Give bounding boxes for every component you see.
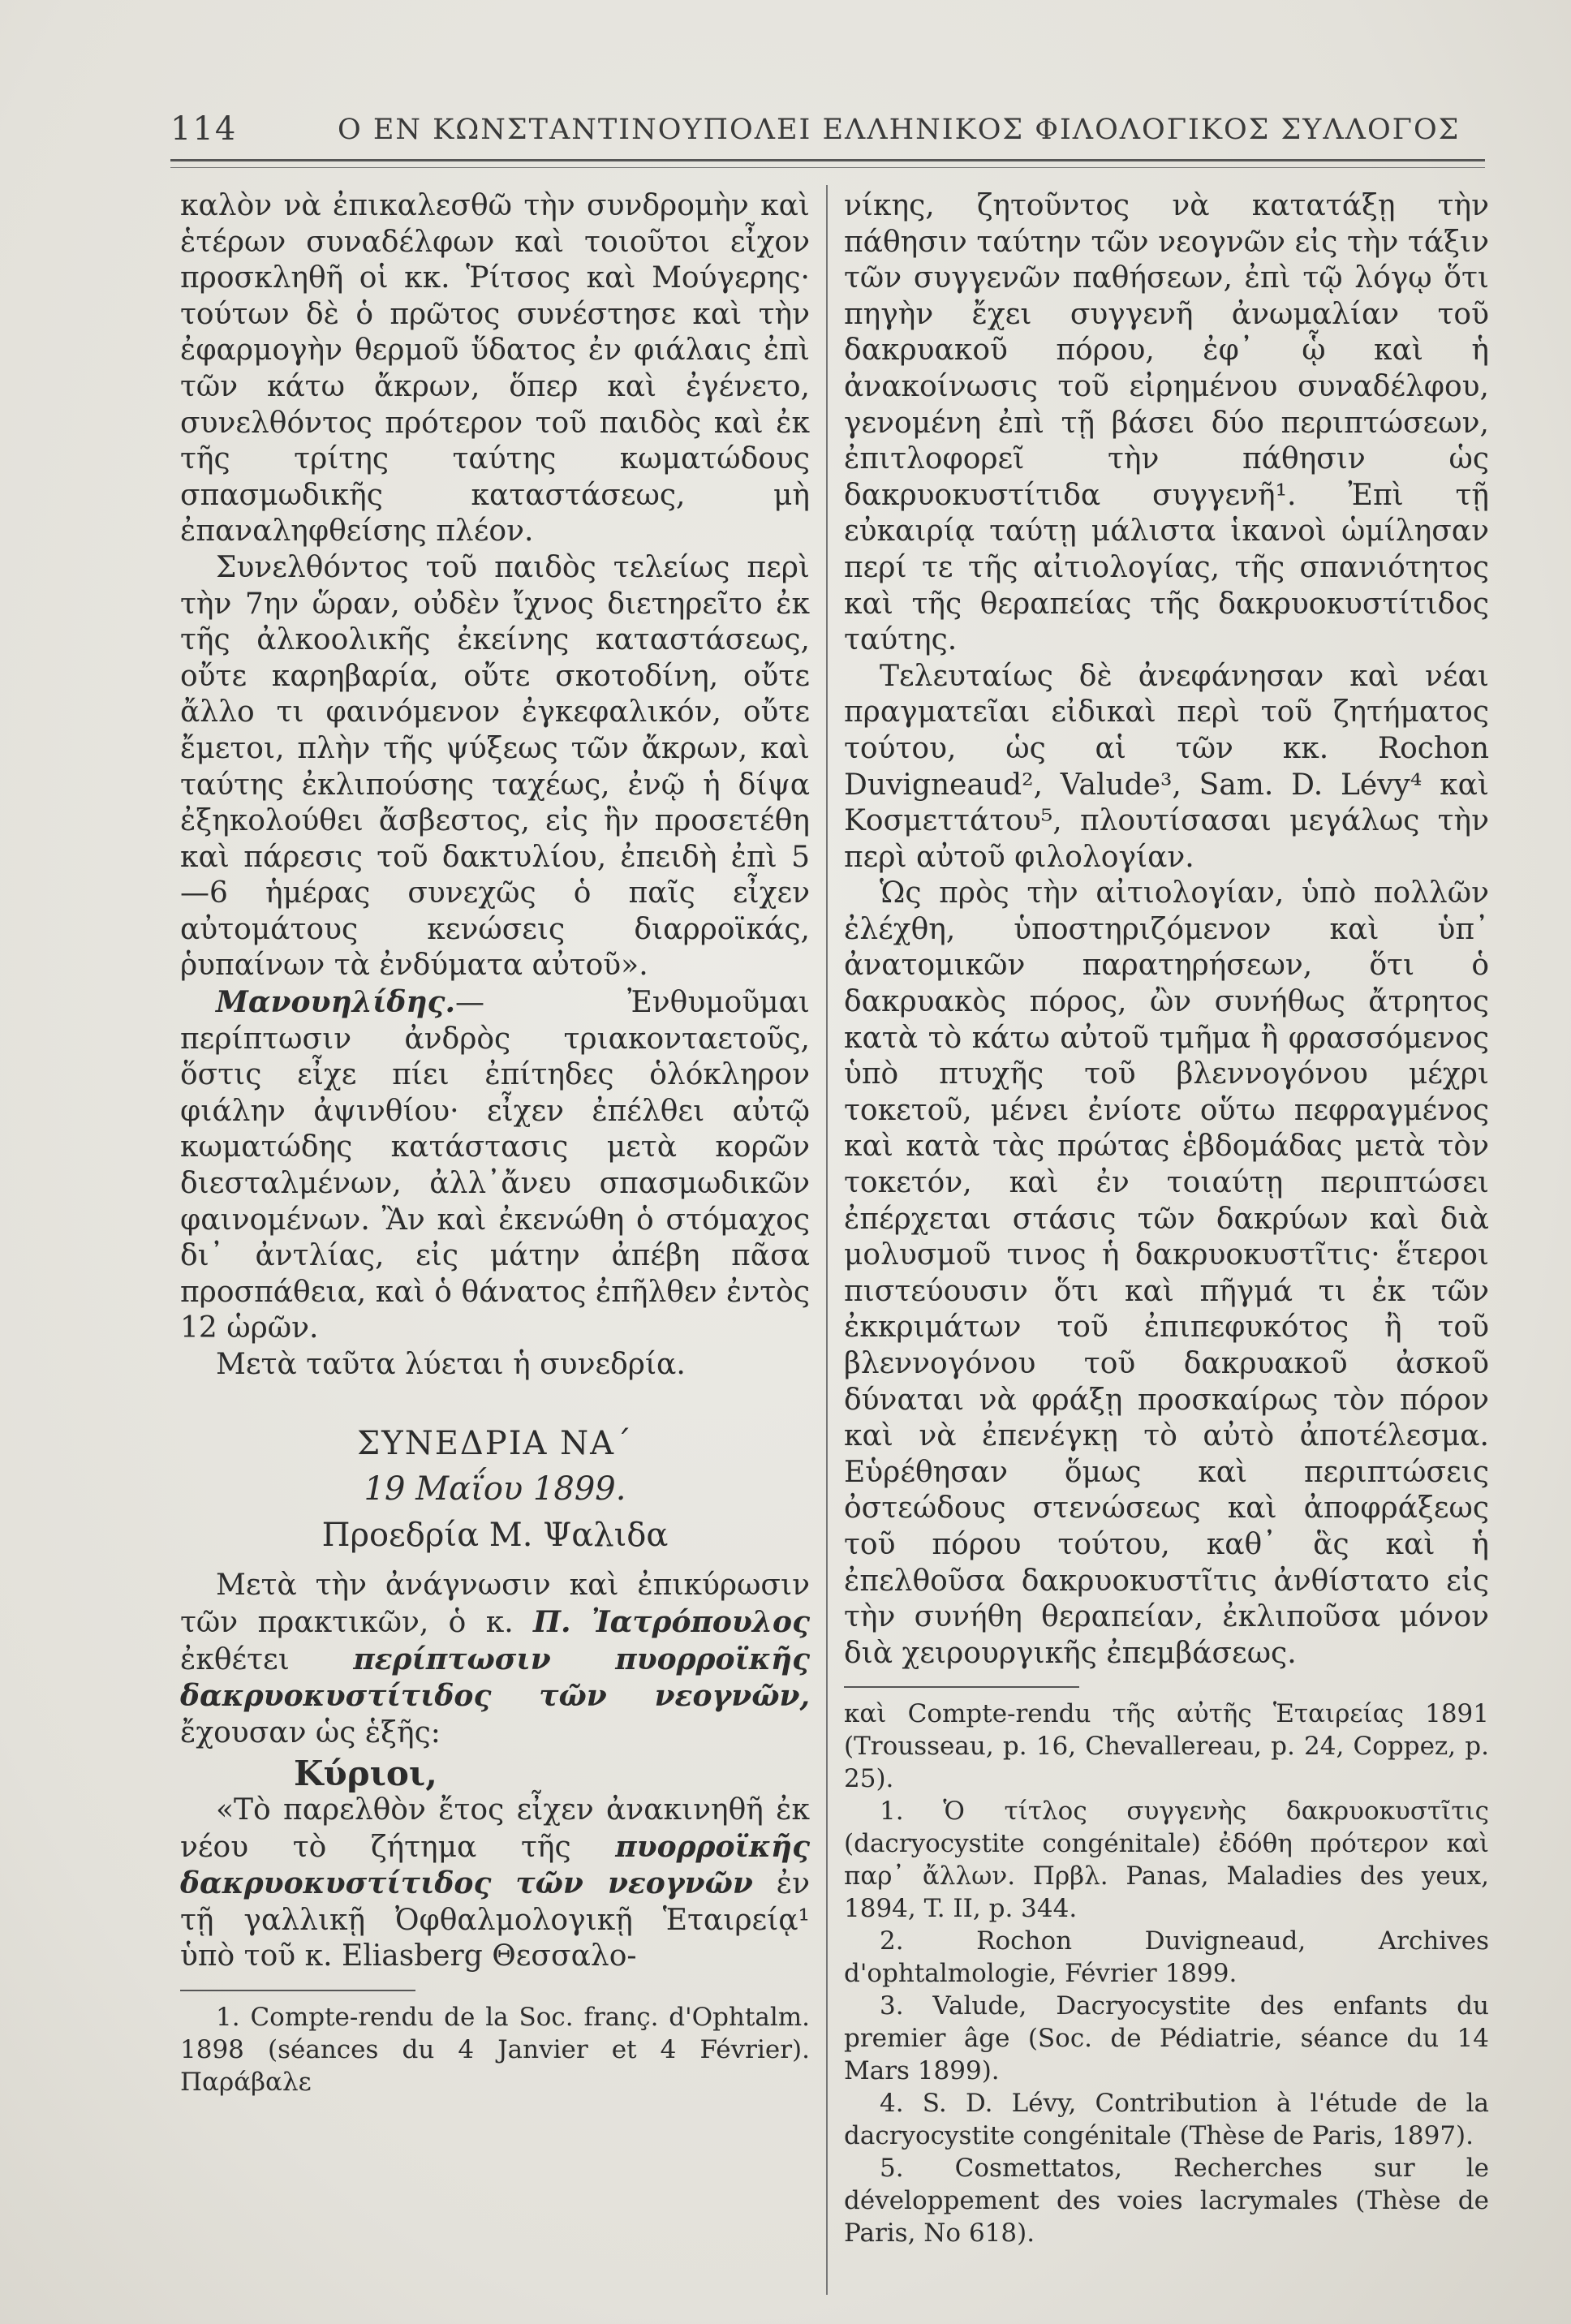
right-footnote-cont: καὶ Compte-rendu τῆς αὐτῆς Ἑταιρείας 1891 (Trousseau, p. 16, Chevallereau, p. 24, Coppez, p. 25). [844, 1699, 1489, 1794]
p6-text-b: ἐν τῇ γαλλικῇ Ὀφθαλμολογικῇ Ἑταιρείᾳ¹ ὑπὸ τοῦ κ. Eliasberg Θεσσαλο- [180, 1867, 810, 1973]
left-column [180, 188, 810, 2098]
presenter-name: Π. Ἰατρόπουλος [532, 1604, 810, 1639]
left-paragraph-6 [180, 1792, 810, 1975]
p5-text-a: Μετὰ τὴν ἀνάγνωσιν καὶ ἐπικύρωσιν τῶν πρακτικῶν, ὁ κ. [180, 1569, 810, 1639]
running-header [170, 110, 1485, 151]
running-title: Ο ΕΝ ΚΩΝΣΤΑΝΤΙΝΟΥΠΟΛΕΙ ΕΛΛΗΝΙΚΟΣ ΦΙΛΟΛΟΓΙΚΟΣ ΣΥΛΛΟΓΟΣ [338, 114, 1461, 146]
right-footnote-4: 4. S. D. Lévy, Contribution à l'étude de la dacryocystite congénitale (Thèse de Paris, 1897). [844, 2089, 1489, 2151]
right-footnote-5: 5. Cosmettatos, Recherches sur le développement des voies lacrymales (Thèse de Paris, No 618). [844, 2154, 1489, 2249]
speaker-text: — Ἐνθυμοῦμαι περίπτωσιν ἀνδρὸς τριακονταετοῦς, ὅστις εἶχε πίει ἐπίτηδες ὁλόκληρον φιάλην ἀψινθίου· εἶχεν ἐπέλθει αὐτῷ κωματώδης κατάστασις μετὰ κορῶν διεσταλμένων, ἀλλ᾽ἄνευ σπασμωδικῶν φαινομένων. Ἂν καὶ ἐκενώθη ὁ στόμαχος δι᾽ ἀντλίας, εἰς μάτην ἀπέβη πᾶσα προσπάθεια, καὶ ὁ θάνατος ἐπῆλθεν ἐντὸς 12 ὡρῶν. [180, 986, 810, 1345]
page-number: 114 [170, 110, 238, 148]
salutation: Κύριοι, [294, 1754, 437, 1794]
p6-italic: πυορροϊκῆς δακρυοκυστίτιδος τῶν νεογνῶν [180, 1829, 810, 1901]
left-footnote-1: 1. Compte-rendu de la Soc. franç. d'Ophtalm. 1898 (séances du 4 Janvier et 4 Février). Παράβαλε [180, 2002, 810, 2097]
paper-title: περίπτωσιν πυορροϊκῆς δακρυοκυστίτιδος τῶν νεογνῶν, [180, 1642, 810, 1714]
column-divider [826, 185, 828, 2295]
left-paragraph-2: Συνελθόντος τοῦ παιδὸς τελείως περὶ τὴν 7ην ὥραν, οὐδὲν ἴχνος διετηρεῖτο ἐκ τῆς ἀλκοολικῆς ἐκείνης καταστάσεως, οὔτε καρηβαρία, οὔτε σκοτοδίνη, οὔτε ἄλλο τι φαινόμενον ἐγκεφαλικόν, οὔτε ἔμετοι, πλὴν τῆς ψύξεως τῶν ἄκρων, καὶ ταύτης ἐκλιπούσης ταχέως, ἐνῷ ἡ δίψα ἐξηκολούθει ἄσβεστος, εἰς ἣν προσετέθη καὶ πάρεσις τοῦ δακτυλίου, ἐπειδὴ ἐπὶ 5—6 ἡμέρας συνεχῶς ὁ παῖς εἶχεν αὐτομάτους κενώσεις διαρροϊκάς, ῥυπαίνων τὰ ἐνδύματα αὐτοῦ». [180, 550, 810, 983]
session-date: 19 Μαΐου 1899. [364, 1470, 626, 1508]
footnote-rule [180, 1990, 415, 1991]
header-rule-thin [170, 167, 1485, 168]
left-paragraph-3 [180, 984, 810, 1347]
left-paragraph-5 [180, 1568, 810, 1751]
right-column [844, 188, 1489, 2249]
left-paragraph-1: καλὸν νὰ ἐπικαλεσθῶ τὴν συνδρομὴν καὶ ἑτέρων συναδέλφων καὶ τοιοῦτοι εἶχον προσκληθῆ οἱ κκ. Ῥίτσος καὶ Μούγερης· τούτων δὲ ὁ πρῶτος συνέστησε καὶ τὴν ἐφαρμογὴν θερμοῦ ὕδατος ἐν φιάλαις ἐπὶ τῶν κάτω ἄκρων, ὅπερ καὶ ἐγένετο, συνελθόντος πρότερον τοῦ παιδὸς καὶ ἐκ τῆς τρίτης ταύτης κωματώδους σπασμωδικῆς καταστάσεως, μὴ ἐπαναληφθείσης πλέον. [180, 189, 810, 549]
right-paragraph-3: Ὡς πρὸς τὴν αἰτιολογίαν, ὑπὸ πολλῶν ἐλέχθη, ὑποστηριζόμενον καὶ ὑπ᾽ ἀνατομικῶν παρατηρήσεων, ὅτι ὁ δακρυακὸς πόρος, ὢν συνήθως ἄτρητος κατὰ τὸ κάτω αὐτοῦ τμῆμα ἢ φρασσόμενος ὑπὸ πτυχῆς τοῦ βλεννογόνου μέχρι τοκετοῦ, μένει ἐνίοτε οὕτω πεφραγμένος καὶ κατὰ τὰς πρώτας ἑβδομάδας μετὰ τὸν τοκετόν, καὶ ἐν τοιαύτῃ περιπτώσει ἐπέρχεται στάσις τῶν δακρύων καὶ διὰ μολυσμοῦ τινος ἡ δακρυοκυστῖτις· ἕτεροι πιστεύουσιν ὅτι καὶ πῆγμά τι ἐκ τῶν ἐκκριμάτων τοῦ ἐπιπεφυκότος ἢ τοῦ βλεννογόνου τοῦ δακρυακοῦ ἀσκοῦ δύναται νὰ φράξῃ προσκαίρως τὸν πόρον καὶ νὰ ἐπενέγκῃ τὸ αὐτὸ ἀποτέλεσμα. Εὑρέθησαν ὅμως καὶ περιπτώσεις ὀστεώδους στενώσεως καὶ ἀποφράξεως τοῦ πόρου τούτου, καθ᾽ ἃς καὶ ἡ ἐπελθοῦσα δακρυοκυστῖτις ἀνθίστατο εἰς τὴν συνήθη θεραπείαν, ἐκλιποῦσα μόνον διὰ χειρουργικῆς ἐπεμβάσεως. [844, 876, 1489, 1670]
left-paragraph-4: Μετὰ ταῦτα λύεται ἡ συνεδρία. [216, 1348, 686, 1381]
p5-text-b: ἐκθέτει [180, 1642, 354, 1676]
right-footnote-rule [844, 1686, 1079, 1688]
right-footnote-1: 1. Ὁ τίτλος συγγενὴς δακρυοκυστῖτις (dacryocystite congénitale) ἐδόθη πρότερον καὶ παρ᾽ ἄλλων. Πρβλ. Panas, Maladies des yeux, 1894, T. II, p. 344. [844, 1797, 1489, 1924]
header-rule [170, 159, 1485, 161]
right-paragraph-1: νίκης, ζητοῦντος νὰ κατατάξῃ τὴν πάθησιν ταύτην τῶν νεογνῶν εἰς τὴν τάξιν τῶν συγγενῶν παθήσεων, ἐπὶ τῷ λόγῳ ὅτι πηγὴν ἔχει συγγενῆ ἀνωμαλίαν τοῦ δακρυακοῦ πόρου, ἐφ᾽ ᾧ καὶ ἡ ἀνακοίνωσις τοῦ εἰρημένου συναδέλφου, γενομένη ἐπὶ τῇ βάσει δύο περιπτώσεων, ἐπιτλοφορεῖ τὴν πάθησιν ὡς δακρυοκυστίτιδα συγγενῆ¹. Ἐπὶ τῇ εὐκαιρίᾳ ταύτῃ μάλιστα ἱκανοὶ ὡμίλησαν περί τε τῆς αἰτιολογίας, τῆς σπανιότητος καὶ τῆς θεραπείας τῆς δακρυοκυστίτιδος ταύτης. [844, 189, 1489, 657]
p5-text-c: ἔχουσαν ὡς ἑξῆς: [180, 1715, 441, 1749]
right-paragraph-2: Τελευταίως δὲ ἀνεφάνησαν καὶ νέαι πραγματεῖαι εἰδικαὶ περὶ τοῦ ζητήματος τούτου, ὡς αἱ τῶν κκ. Rochon Duvigneaud², Valude³, Sam. D. Lévy⁴ καὶ Κοσμεττάτου⁵, πλουτίσασαι μεγάλως τὴν περὶ αὐτοῦ φιλολογίαν. [844, 659, 1489, 874]
p6-text-a: «Τὸ παρελθὸν ἔτος εἶχεν ἀνακινηθῆ ἐκ νέου τὸ ζήτημα τῆς [180, 1792, 810, 1864]
presidency: Προεδρία Μ. Ψαλιδα [321, 1516, 669, 1554]
speaker-name: Μανουηλίδης. [216, 985, 455, 1020]
right-footnote-2: 2. Rochon Duvigneaud, Archives d'ophtalmologie, Février 1899. [844, 1926, 1489, 1989]
right-footnote-3: 3. Valude, Dacryocystite des enfants du premier âge (Soc. de Pédiatrie, séance du 14 Mars 1899). [844, 1991, 1489, 2086]
session-title: ΣΥΝΕΔΡΙΑ ΝΑ´ [357, 1424, 633, 1462]
